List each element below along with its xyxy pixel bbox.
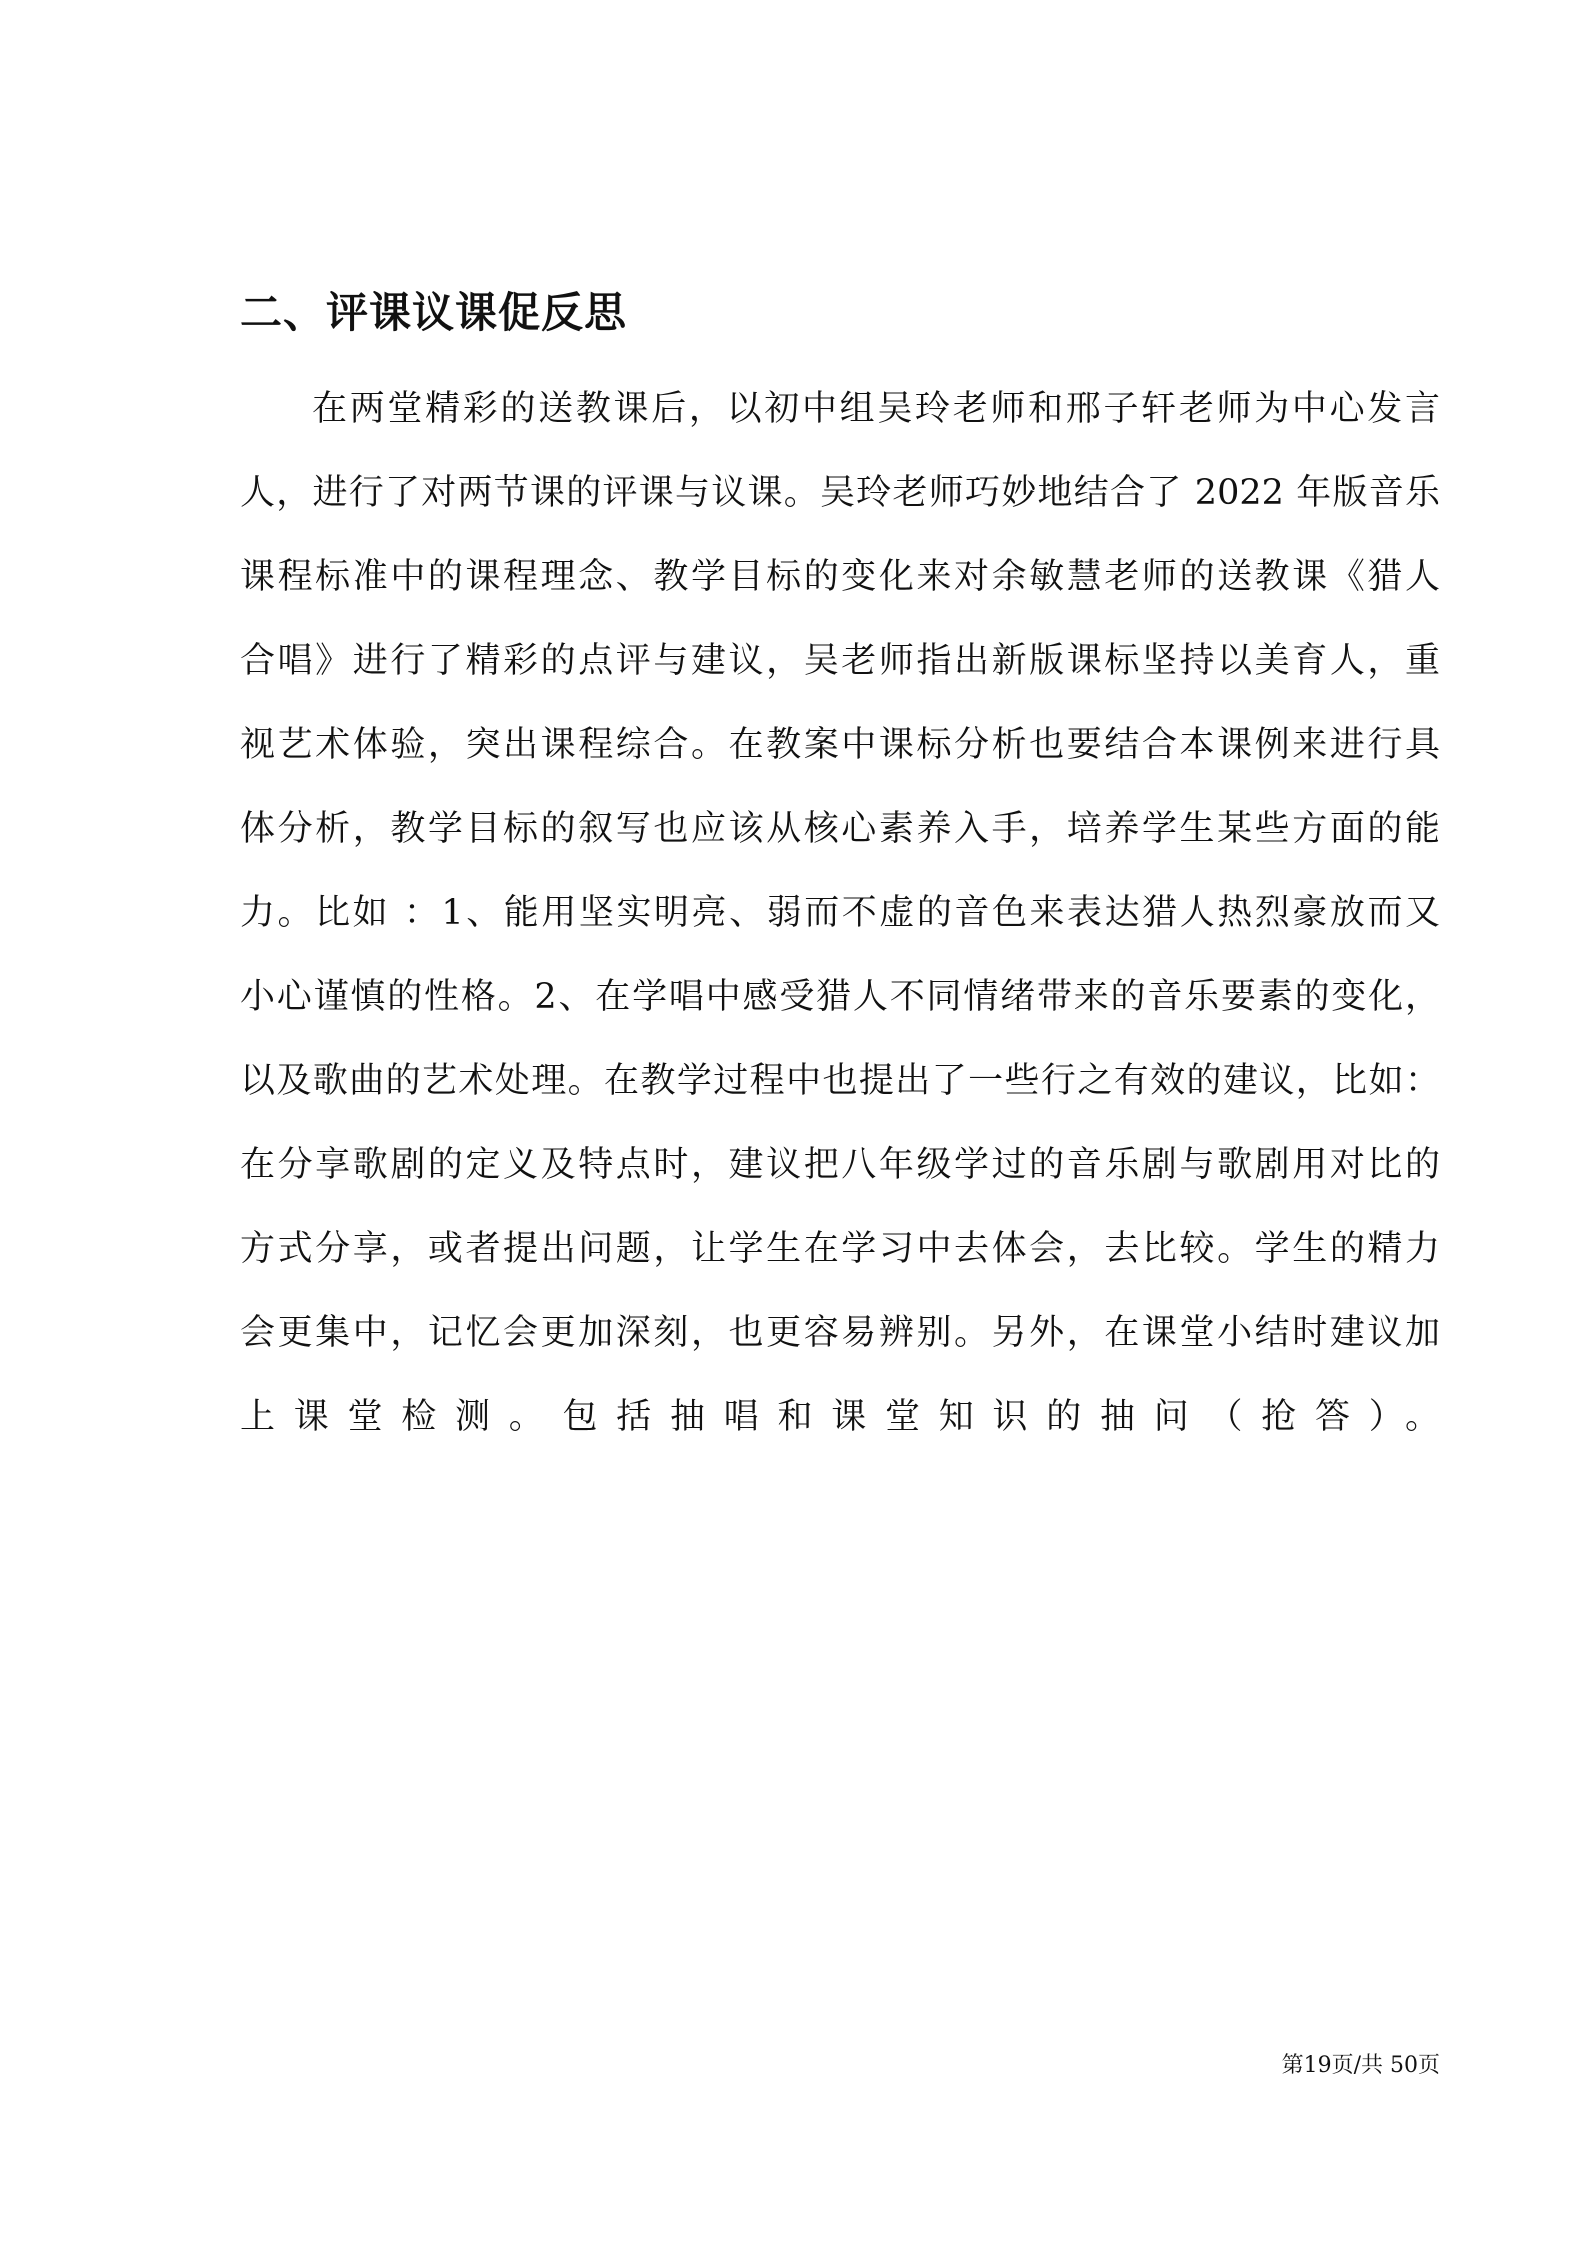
paragraph-line-2: 人，进行了对两节课的评课与议课。吴玲老师巧妙地结合了 2022 年版音乐: [240, 473, 1440, 513]
paragraph-line-10: 在分享歌剧的定义及特点时，建议把八年级学过的音乐剧与歌剧用对比的: [240, 1145, 1440, 1185]
paragraph-line-11: 方式分享，或者提出问题，让学生在学习中去体会，去比较。学生的精力: [240, 1229, 1440, 1269]
paragraph-line-12: 会更集中，记忆会更加深刻，也更容易辨别。另外，在课堂小结时建议加: [240, 1313, 1440, 1353]
body-paragraph: [240, 367, 1440, 1459]
section-heading: 二、评课议课促反思: [240, 288, 628, 337]
paragraph-line-5: 视艺术体验，突出课程综合。在教案中课标分析也要结合本课例来进行具: [240, 725, 1440, 765]
paragraph-line-9: 以及歌曲的艺术处理。在教学过程中也提出了一些行之有效的建议，比如：: [240, 1061, 1440, 1101]
paragraph-line-3: 课程标准中的课程理念、教学目标的变化来对余敏慧老师的送教课《猎人: [240, 557, 1440, 597]
page-number-footer: 第19页/共 50页: [1281, 2053, 1440, 2078]
paragraph-line-6: 体分析，教学目标的叙写也应该从核心素养入手，培养学生某些方面的能: [240, 809, 1440, 849]
paragraph-line-4: 合唱》进行了精彩的点评与建议，吴老师指出新版课标坚持以美育人，重: [240, 641, 1440, 681]
paragraph-line-13: 上课堂检测。包括抽唱和课堂知识的抽问（抢答）。: [240, 1397, 1440, 1437]
paragraph-line-7: 力。比如 ：1、能用坚实明亮、弱而不虚的音色来表达猎人热烈豪放而又: [240, 893, 1440, 933]
paragraph-line-8: 小心谨慎的性格。2、在学唱中感受猎人不同情绪带来的音乐要素的变化，: [240, 977, 1440, 1017]
paragraph-line-1: 在两堂精彩的送教课后，以初中组吴玲老师和邢子轩老师为中心发言: [312, 389, 1440, 429]
